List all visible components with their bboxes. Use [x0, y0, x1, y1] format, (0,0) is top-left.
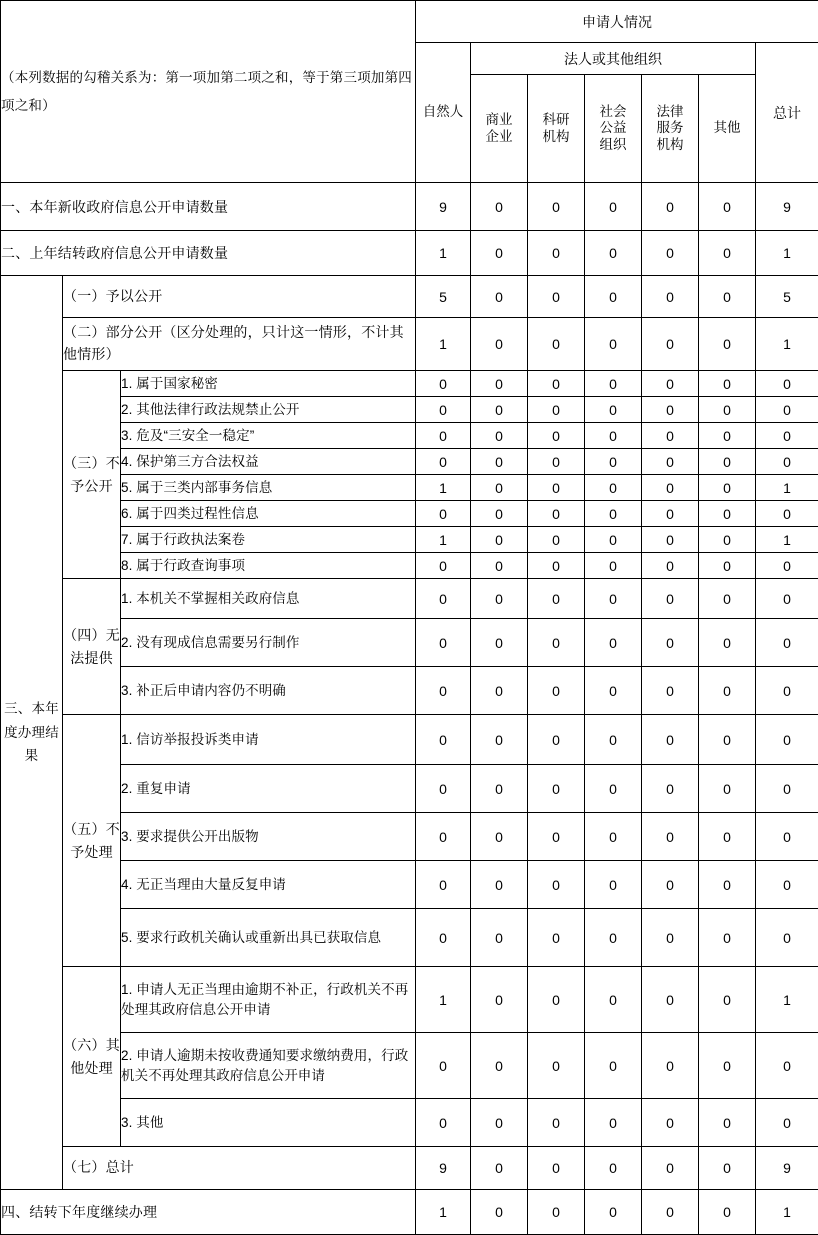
cell: 0 — [642, 553, 699, 579]
cell: 0 — [756, 861, 818, 909]
cell: 0 — [585, 553, 642, 579]
column-header-legal-service-line3: 机构 — [642, 137, 698, 153]
column-header-total: 总计 — [756, 43, 818, 183]
row-label-new-received-applications: 一、本年新收政府信息公开申请数量 — [1, 183, 416, 231]
cell: 0 — [642, 1190, 699, 1235]
cell: 1 — [756, 967, 818, 1033]
cell: 0 — [585, 1099, 642, 1147]
cell: 1 — [756, 527, 818, 553]
row-label-protect-third-party: 4. 保护第三方合法权益 — [121, 449, 416, 475]
cell: 0 — [471, 449, 528, 475]
column-header-research-institution — [528, 75, 585, 183]
cell: 0 — [471, 423, 528, 449]
cell: 0 — [528, 501, 585, 527]
cell: 1 — [416, 318, 471, 371]
column-header-legal-service-line1: 法律 — [642, 104, 698, 120]
cell: 1 — [416, 1190, 471, 1235]
row-label-law-enforcement-file: 7. 属于行政执法案卷 — [121, 527, 416, 553]
cell: 0 — [416, 449, 471, 475]
cell: 0 — [416, 371, 471, 397]
cell: 1 — [416, 231, 471, 276]
cell: 9 — [756, 1147, 818, 1190]
cell: 5 — [416, 276, 471, 318]
cell: 0 — [528, 371, 585, 397]
cell: 0 — [699, 715, 756, 765]
cell: 0 — [699, 449, 756, 475]
row-label-subtotal: （七）总计 — [63, 1147, 416, 1190]
cell: 0 — [528, 423, 585, 449]
table-row — [1, 553, 818, 579]
cell: 0 — [756, 423, 818, 449]
cell: 0 — [756, 715, 818, 765]
cell: 0 — [528, 475, 585, 501]
cell: 0 — [471, 1190, 528, 1235]
table-row — [1, 371, 818, 397]
cell: 1 — [756, 475, 818, 501]
cell: 0 — [699, 1147, 756, 1190]
cell: 0 — [471, 715, 528, 765]
row-label-confirm-or-reissue: 5. 要求行政机关确认或重新出具已获取信息 — [121, 909, 416, 967]
cell: 0 — [699, 909, 756, 967]
cell: 1 — [416, 967, 471, 1033]
column-header-natural-person-label: 自然人 — [416, 104, 470, 120]
column-header-research-line1: 科研 — [528, 112, 584, 128]
cell: 0 — [528, 1099, 585, 1147]
row-label-partial-disclosure: （二）部分公开（区分处理的，只计这一情形，不计其他情形） — [63, 318, 416, 371]
cell: 0 — [642, 423, 699, 449]
table-row — [1, 397, 818, 423]
cell: 0 — [471, 371, 528, 397]
cell: 0 — [642, 501, 699, 527]
cell: 0 — [756, 619, 818, 667]
cell: 0 — [699, 371, 756, 397]
cell: 0 — [528, 715, 585, 765]
table-row — [1, 276, 818, 318]
row-label-duplicate-application: 2. 重复申请 — [121, 765, 416, 813]
cell: 0 — [699, 527, 756, 553]
cell: 0 — [416, 1033, 471, 1099]
table-row — [1, 813, 818, 861]
cell: 0 — [699, 861, 756, 909]
row-label-carried-to-next-year: 四、结转下年度继续办理 — [1, 1190, 416, 1235]
table-row — [1, 1190, 818, 1235]
row-label-still-unclear-after-correction: 3. 补正后申请内容仍不明确 — [121, 667, 416, 715]
cell: 0 — [471, 475, 528, 501]
row-label-state-secret: 1. 属于国家秘密 — [121, 371, 416, 397]
cell: 0 — [416, 1099, 471, 1147]
cell: 0 — [585, 475, 642, 501]
cell: 0 — [642, 318, 699, 371]
balance-note: （本列数据的勾稽关系为：第一项加第二项之和，等于第三项加第四项之和） — [1, 1, 416, 183]
cell: 0 — [416, 909, 471, 967]
cell: 0 — [585, 861, 642, 909]
cell: 0 — [585, 619, 642, 667]
table-row — [1, 501, 818, 527]
row-label-administrative-inquiry: 8. 属于行政查询事项 — [121, 553, 416, 579]
cell: 5 — [756, 276, 818, 318]
row-label-overdue-no-correction: 1. 申请人无正当理由逾期不补正，行政机关不再处理其政府信息公开申请 — [121, 967, 416, 1033]
cell: 0 — [699, 397, 756, 423]
column-header-legal-service-institution — [642, 75, 699, 183]
table-row — [1, 909, 818, 967]
cell: 0 — [471, 553, 528, 579]
table-row — [1, 1147, 818, 1190]
column-header-other — [699, 75, 756, 183]
applicant-group-header: 申请人情况 — [416, 1, 818, 43]
cell: 0 — [471, 231, 528, 276]
cell: 0 — [642, 1147, 699, 1190]
cell: 0 — [528, 909, 585, 967]
cell: 0 — [699, 765, 756, 813]
cell: 0 — [642, 579, 699, 619]
cell: 0 — [699, 619, 756, 667]
cell: 0 — [585, 1190, 642, 1235]
cell: 0 — [416, 501, 471, 527]
table-row — [1, 318, 818, 371]
cell: 0 — [528, 1033, 585, 1099]
cell: 0 — [528, 449, 585, 475]
cell: 0 — [416, 423, 471, 449]
column-header-public-welfare-line2: 公益 — [585, 120, 641, 136]
cell: 9 — [416, 183, 471, 231]
cell: 0 — [528, 1147, 585, 1190]
column-header-public-welfare-organization — [585, 75, 642, 183]
cell: 0 — [585, 423, 642, 449]
section-label-annual-processing-results: 三、本年度办理结果 — [1, 276, 63, 1190]
section-label-unable-to-provide: （四）无法提供 — [63, 579, 121, 715]
cell: 0 — [585, 371, 642, 397]
cell: 0 — [642, 765, 699, 813]
cell: 0 — [471, 909, 528, 967]
cell: 0 — [585, 183, 642, 231]
cell: 0 — [699, 1099, 756, 1147]
cell: 1 — [756, 1190, 818, 1235]
table-row — [1, 667, 818, 715]
cell: 0 — [471, 527, 528, 553]
table-row — [1, 527, 818, 553]
column-header-research-line2: 机构 — [528, 129, 584, 145]
cell: 1 — [756, 318, 818, 371]
cell: 0 — [756, 579, 818, 619]
cell: 0 — [585, 967, 642, 1033]
header-row-1 — [1, 1, 818, 43]
cell: 0 — [699, 579, 756, 619]
cell: 1 — [756, 231, 818, 276]
cell: 0 — [416, 765, 471, 813]
cell: 1 — [416, 475, 471, 501]
cell: 0 — [642, 527, 699, 553]
cell: 0 — [585, 276, 642, 318]
cell: 0 — [471, 1033, 528, 1099]
row-label-carried-over-applications: 二、上年结转政府信息公开申请数量 — [1, 231, 416, 276]
cell: 0 — [699, 967, 756, 1033]
cell: 0 — [699, 667, 756, 715]
cell: 0 — [585, 715, 642, 765]
cell: 0 — [699, 813, 756, 861]
row-label-overdue-unpaid-fee: 2. 申请人逾期未按收费通知要求缴纳费用，行政机关不再处理其政府信息公开申请 — [121, 1033, 416, 1099]
row-label-endanger-three-safety: 3. 危及“三安全一稳定” — [121, 423, 416, 449]
cell: 0 — [471, 276, 528, 318]
cell: 0 — [642, 715, 699, 765]
cell: 0 — [756, 1033, 818, 1099]
table-row — [1, 475, 818, 501]
cell: 0 — [471, 619, 528, 667]
cell: 0 — [471, 1099, 528, 1147]
cell: 0 — [416, 813, 471, 861]
cell: 0 — [585, 397, 642, 423]
cell: 0 — [528, 183, 585, 231]
cell: 0 — [756, 667, 818, 715]
cell: 0 — [699, 501, 756, 527]
row-label-other: 3. 其他 — [121, 1099, 416, 1147]
column-header-natural-person — [416, 43, 471, 183]
cell: 0 — [471, 765, 528, 813]
cell: 0 — [528, 231, 585, 276]
row-label-repeated-without-reason: 4. 无正当理由大量反复申请 — [121, 861, 416, 909]
cell: 0 — [699, 1190, 756, 1235]
cell: 0 — [416, 553, 471, 579]
cell: 9 — [416, 1147, 471, 1190]
row-label-agency-does-not-hold: 1. 本机关不掌握相关政府信息 — [121, 579, 416, 619]
table-row — [1, 715, 818, 765]
table-row — [1, 765, 818, 813]
table-row — [1, 967, 818, 1033]
table-row — [1, 1033, 818, 1099]
cell: 0 — [471, 967, 528, 1033]
cell: 0 — [528, 813, 585, 861]
row-label-request-published-material: 3. 要求提供公开出版物 — [121, 813, 416, 861]
cell: 0 — [756, 449, 818, 475]
row-label-process-information: 6. 属于四类过程性信息 — [121, 501, 416, 527]
cell: 0 — [756, 501, 818, 527]
column-header-other-label: 其他 — [699, 120, 755, 136]
cell: 0 — [528, 1190, 585, 1235]
cell: 0 — [416, 397, 471, 423]
cell: 0 — [585, 527, 642, 553]
cell: 0 — [471, 861, 528, 909]
cell: 0 — [642, 1033, 699, 1099]
cell: 0 — [585, 501, 642, 527]
table-row — [1, 861, 818, 909]
column-header-commercial-enterprise — [471, 75, 528, 183]
cell: 0 — [471, 501, 528, 527]
cell: 0 — [528, 579, 585, 619]
cell: 0 — [642, 619, 699, 667]
cell: 0 — [416, 667, 471, 715]
cell: 0 — [528, 318, 585, 371]
cell: 0 — [642, 667, 699, 715]
cell: 0 — [528, 553, 585, 579]
table-row — [1, 1099, 818, 1147]
cell: 0 — [756, 553, 818, 579]
column-header-commercial-line1: 商业 — [471, 112, 527, 128]
cell: 0 — [471, 667, 528, 715]
column-header-legal-service-line2: 服务 — [642, 120, 698, 136]
cell: 0 — [642, 231, 699, 276]
cell: 0 — [585, 449, 642, 475]
cell: 0 — [471, 813, 528, 861]
table-row — [1, 183, 818, 231]
cell: 0 — [416, 715, 471, 765]
cell: 0 — [585, 1147, 642, 1190]
row-label-no-existing-info: 2. 没有现成信息需要另行制作 — [121, 619, 416, 667]
cell: 0 — [585, 813, 642, 861]
cell: 0 — [471, 397, 528, 423]
section-label-not-processed: （五）不予处理 — [63, 715, 121, 967]
cell: 0 — [756, 765, 818, 813]
section-label-other-handling: （六）其他处理 — [63, 967, 121, 1147]
cell: 0 — [528, 619, 585, 667]
cell: 0 — [642, 475, 699, 501]
table-row — [1, 619, 818, 667]
cell: 0 — [699, 423, 756, 449]
cell: 0 — [699, 553, 756, 579]
cell: 0 — [528, 765, 585, 813]
cell: 0 — [585, 1033, 642, 1099]
row-label-internal-affairs: 5. 属于三类内部事务信息 — [121, 475, 416, 501]
cell: 0 — [585, 231, 642, 276]
cell: 0 — [642, 813, 699, 861]
cell: 0 — [416, 861, 471, 909]
cell: 0 — [756, 909, 818, 967]
cell: 0 — [585, 579, 642, 619]
cell: 0 — [699, 276, 756, 318]
cell: 0 — [471, 579, 528, 619]
cell: 0 — [585, 667, 642, 715]
cell: 0 — [471, 183, 528, 231]
cell: 0 — [528, 276, 585, 318]
cell: 0 — [528, 527, 585, 553]
cell: 0 — [642, 1099, 699, 1147]
cell: 0 — [756, 397, 818, 423]
cell: 0 — [699, 475, 756, 501]
cell: 0 — [642, 909, 699, 967]
cell: 0 — [528, 861, 585, 909]
cell: 0 — [416, 579, 471, 619]
cell: 0 — [699, 318, 756, 371]
cell: 0 — [471, 318, 528, 371]
cell: 0 — [528, 667, 585, 715]
cell: 1 — [416, 527, 471, 553]
table-row — [1, 579, 818, 619]
cell: 0 — [585, 909, 642, 967]
table-row — [1, 423, 818, 449]
cell: 0 — [642, 183, 699, 231]
cell: 0 — [416, 619, 471, 667]
column-header-commercial-line2: 企业 — [471, 129, 527, 145]
cell: 0 — [756, 1099, 818, 1147]
row-label-petition-complaint: 1. 信访举报投诉类申请 — [121, 715, 416, 765]
table-row — [1, 231, 818, 276]
column-header-public-welfare-line3: 组织 — [585, 137, 641, 153]
legal-person-group-header: 法人或其他组织 — [471, 43, 756, 75]
cell: 0 — [699, 231, 756, 276]
cell: 0 — [528, 967, 585, 1033]
cell: 0 — [642, 861, 699, 909]
cell: 0 — [642, 371, 699, 397]
cell: 9 — [756, 183, 818, 231]
column-header-public-welfare-line1: 社会 — [585, 104, 641, 120]
row-label-disclose: （一）予以公开 — [63, 276, 416, 318]
cell: 0 — [528, 397, 585, 423]
cell: 0 — [585, 318, 642, 371]
cell: 0 — [699, 1033, 756, 1099]
cell: 0 — [642, 397, 699, 423]
cell: 0 — [642, 449, 699, 475]
cell: 0 — [756, 813, 818, 861]
table-row — [1, 449, 818, 475]
cell: 0 — [756, 371, 818, 397]
cell: 0 — [585, 765, 642, 813]
cell: 0 — [642, 967, 699, 1033]
row-label-other-law-prohibits: 2. 其他法律行政法规禁止公开 — [121, 397, 416, 423]
cell: 0 — [699, 183, 756, 231]
cell: 0 — [471, 1147, 528, 1190]
section-label-not-disclosed: （三）不予公开 — [63, 371, 121, 579]
cell: 0 — [642, 276, 699, 318]
